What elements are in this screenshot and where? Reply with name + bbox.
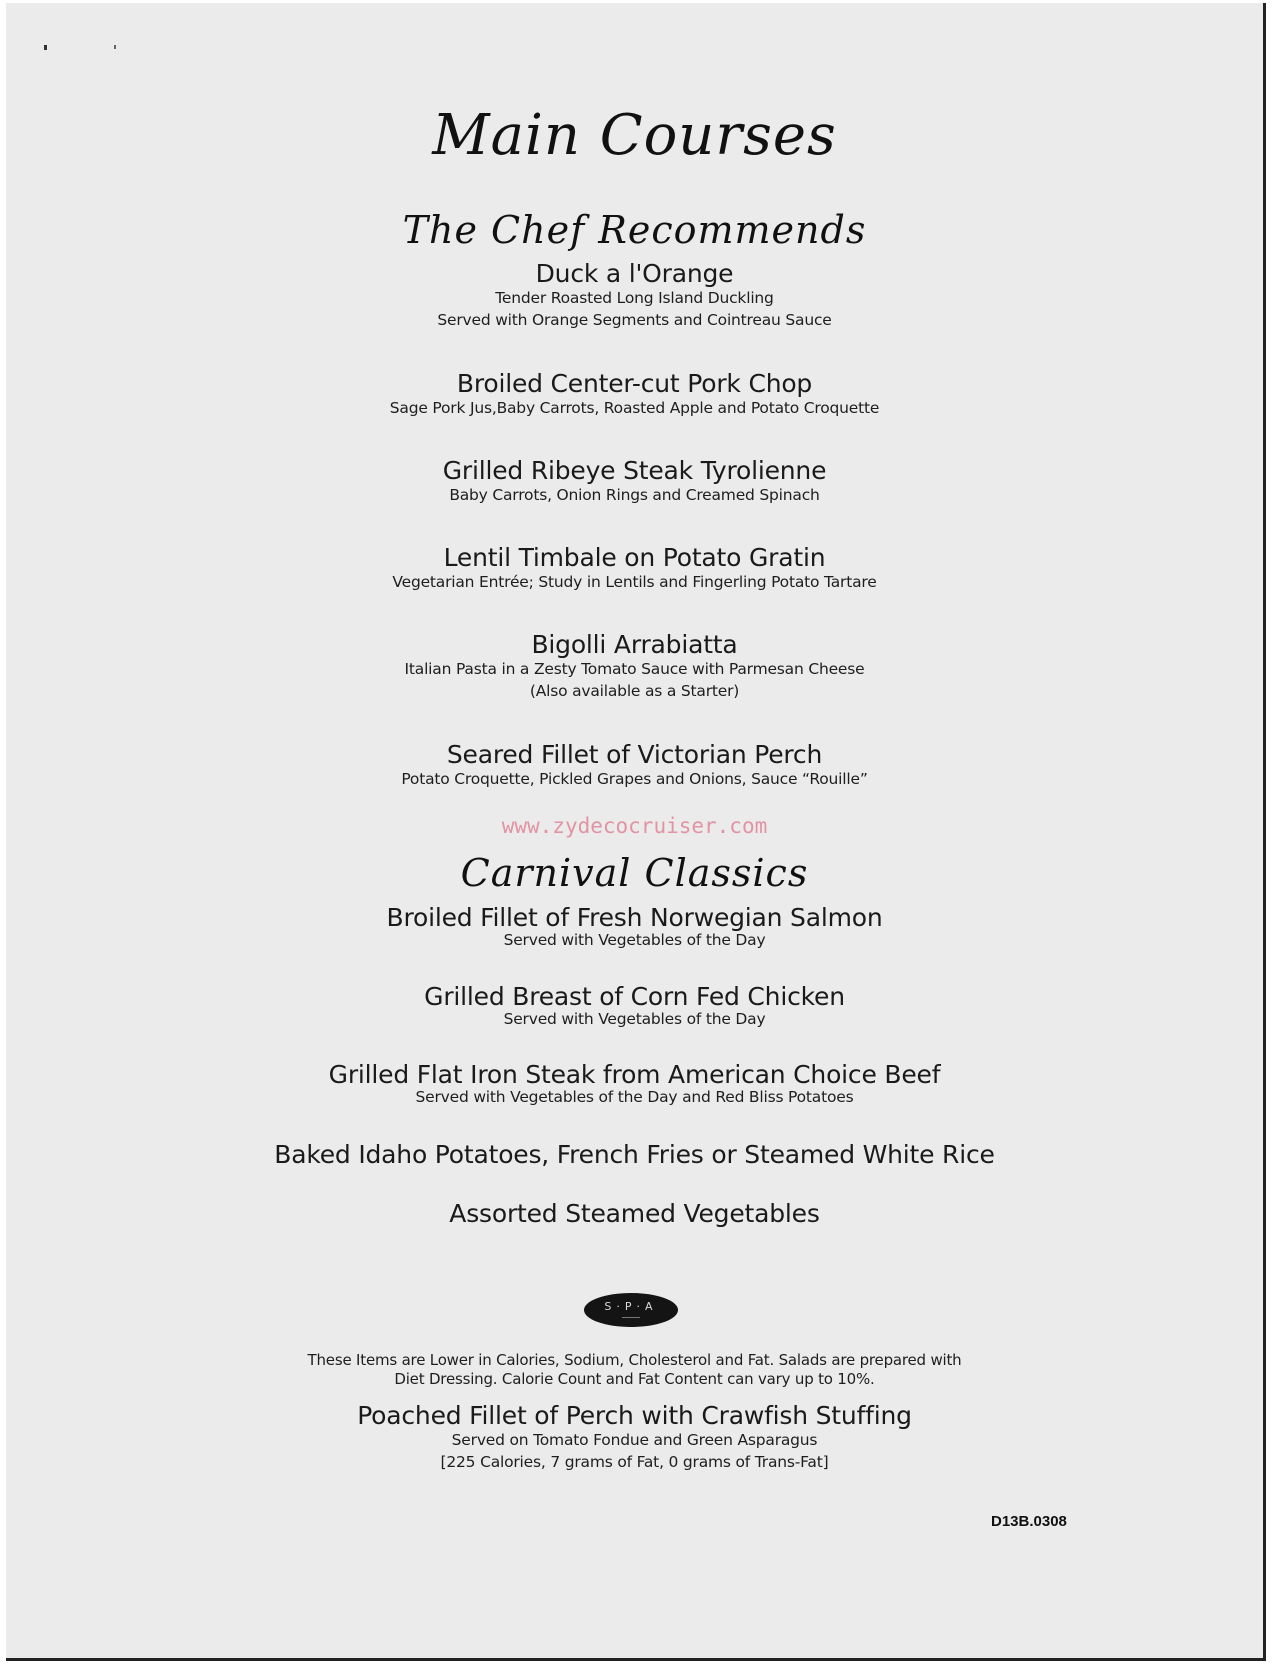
dish-description: [225 Calories, 7 grams of Fat, 0 grams of Trans-Fat]	[440, 1453, 829, 1471]
dish-description: Tender Roasted Long Island Duckling	[495, 289, 774, 307]
dish-description: Italian Pasta in a Zesty Tomato Sauce with Parmesan Cheese	[404, 660, 865, 678]
scan-speck	[44, 45, 47, 50]
dish-description: Served with Vegetables of the Day and Red Bliss Potatoes	[415, 1088, 854, 1106]
section-heading-classics: Carnival Classics	[460, 851, 809, 895]
dish-description: Baby Carrots, Onion Rings and Creamed Spinach	[449, 486, 820, 504]
side-dish: Assorted Steamed Vegetables	[449, 1199, 820, 1228]
dish-description: Served with Orange Segments and Cointreau Sauce	[437, 311, 832, 329]
dish-name: Grilled Flat Iron Steak from American Choice Beef	[328, 1060, 941, 1089]
spa-logo	[584, 1293, 678, 1327]
side-dish: Baked Idaho Potatoes, French Fries or Steamed White Rice	[274, 1140, 995, 1169]
scan-speck	[114, 45, 116, 49]
spa-logo-text: S·P·A	[604, 1300, 658, 1313]
watermark-url: www.zydecocruiser.com	[501, 814, 768, 838]
dish-description: (Also available as a Starter)	[529, 682, 740, 700]
spa-logo-underline	[622, 1317, 640, 1318]
dish-name: Poached Fillet of Perch with Crawfish Stuffing	[357, 1401, 912, 1430]
dish-description: Served with Vegetables of the Day	[503, 931, 766, 949]
menu-page	[6, 3, 1266, 1661]
dish-name: Duck a l'Orange	[535, 259, 734, 288]
dish-description: Served on Tomato Fondue and Green Asparagus	[451, 1431, 818, 1449]
dish-description: Vegetarian Entrée; Study in Lentils and Fingerling Potato Tartare	[392, 573, 877, 591]
dish-name: Bigolli Arrabiatta	[531, 630, 738, 659]
spa-note: These Items are Lower in Calories, Sodium, Cholesterol and Fat. Salads are prepared with	[307, 1351, 962, 1369]
spa-note: Diet Dressing. Calorie Count and Fat Content can vary up to 10%.	[394, 1370, 875, 1388]
dish-name: Grilled Ribeye Steak Tyrolienne	[442, 456, 827, 485]
dish-description: Served with Vegetables of the Day	[503, 1010, 766, 1028]
dish-name: Lentil Timbale on Potato Gratin	[443, 543, 826, 572]
dish-name: Grilled Breast of Corn Fed Chicken	[424, 982, 845, 1011]
dish-description: Potato Croquette, Pickled Grapes and Onions, Sauce “Rouille”	[401, 770, 868, 788]
menu-code: D13B.0308	[991, 1513, 1067, 1530]
page-title: Main Courses	[432, 103, 837, 168]
dish-name: Broiled Center-cut Pork Chop	[456, 369, 813, 398]
section-heading-chef: The Chef Recommends	[402, 208, 867, 252]
dish-name: Seared Fillet of Victorian Perch	[446, 740, 823, 769]
dish-name: Broiled Fillet of Fresh Norwegian Salmon	[386, 903, 883, 932]
dish-description: Sage Pork Jus,Baby Carrots, Roasted Apple and Potato Croquette	[389, 399, 880, 417]
